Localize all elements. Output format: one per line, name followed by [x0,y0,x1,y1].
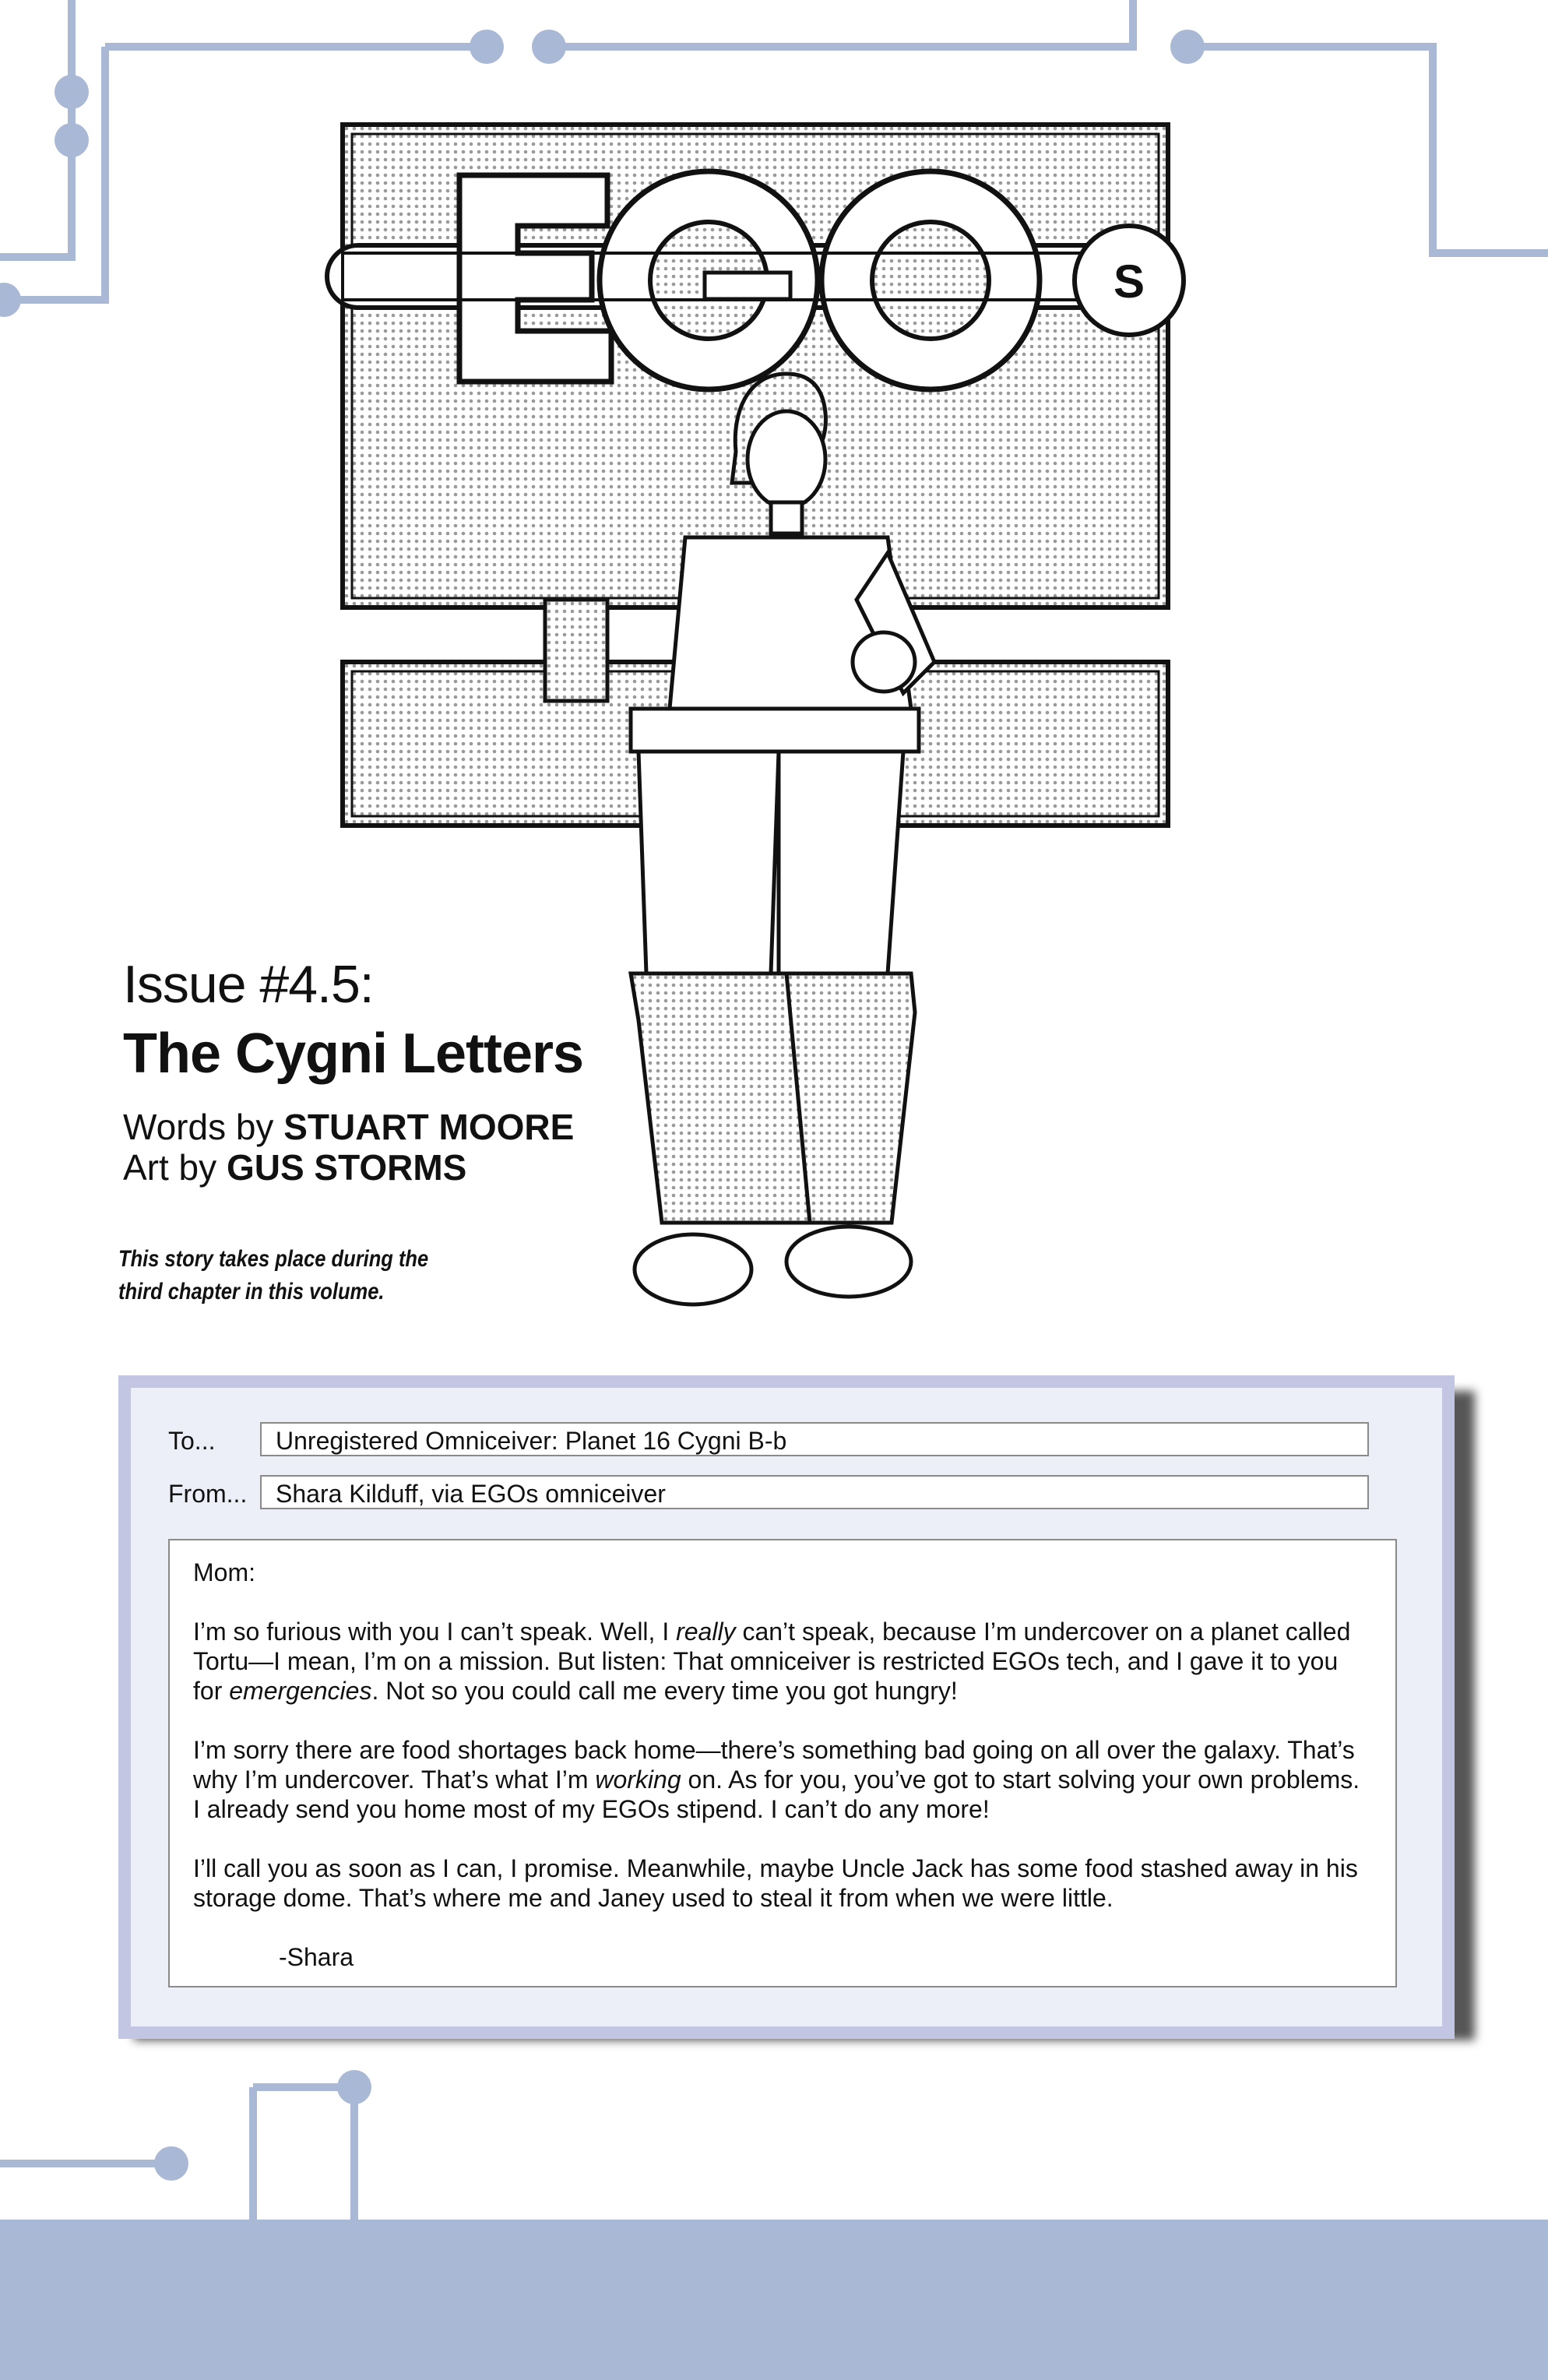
paragraph-1: I’m so furious with you I can’t speak. Well, I really can’t speak, because I’m undercover on a planet called Tortu—I mean, I’m on a mission. But listen: That omniceiver is restricted EGOs tech, and I gave it to you for emergencies. Not so you could call me every time you got hungry! [193,1618,1351,1705]
issue-number: Issue #4.5: [123,955,374,1014]
writer-name: STUART MOORE [283,1107,575,1147]
continuity-note-line2: third chapter in this volume. [118,1279,385,1304]
to-label: To... [168,1427,216,1455]
paragraph-3: I’ll call you as soon as I can, I promise. Meanwhile, maybe Uncle Jack has some food stashed away in his storage dome. That’s where me and Janey used to steal it from when we were little. [193,1854,1358,1912]
message-body [168,1539,1397,1987]
to-field: Unregistered Omniceiver: Planet 16 Cygni B-b [260,1422,1369,1456]
svg-text:S: S [1113,255,1145,308]
from-label: From... [168,1480,248,1508]
art-prefix: Art by [123,1147,217,1188]
paragraph-2: I’m sorry there are food shortages back home—there’s something bad going on all over the galaxy. That’s why I’m undercover. That’s what I’m working on. As for you, you’ve got to start solving your own problems. I already send you home most of my EGOs stipend. I can’t do any more! [193,1736,1360,1823]
continuity-note [118,1243,463,1308]
story-title: The Cygni Letters [123,1023,584,1085]
greeting: Mom: [193,1558,255,1586]
message-window [118,1375,1455,2039]
from-field: Shara Kilduff, via EGOs omniceiver [260,1475,1369,1509]
writer-credit [123,1106,574,1148]
signature: -Shara [279,1943,354,1971]
artist-credit [123,1146,466,1188]
continuity-note-line1: This story takes place during the [118,1246,429,1272]
words-prefix: Words by [123,1107,274,1147]
bottom-band [0,2220,1548,2380]
artist-name: GUS STORMS [226,1147,467,1188]
